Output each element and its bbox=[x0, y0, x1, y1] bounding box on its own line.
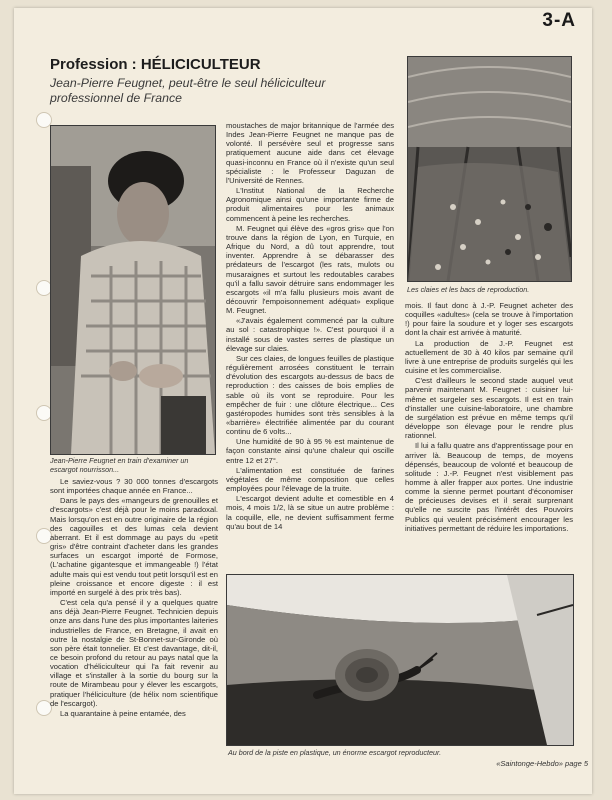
article-column-1 bbox=[50, 477, 218, 719]
portrait-caption: Jean-Pierre Feugnet en train d'examiner un escargot nourrisson... bbox=[50, 456, 189, 474]
article-column-2 bbox=[226, 121, 394, 532]
paragraph: Le saviez-vous ? 30 000 tonnes d'escargots sont importées chaque année en France... bbox=[50, 477, 218, 496]
article-subhead: Jean-Pierre Feugnet, peut-être le seul héliciculteur professionnel de France bbox=[50, 76, 326, 105]
paragraph: L'alimentation est constituée de farines végétales de même composition que celles employées pour l'élevage de la truite. bbox=[226, 465, 394, 494]
article-column-3 bbox=[405, 301, 573, 534]
paragraph: La production de J.-P. Feugnet est actuellement de 30 à 40 kilos par semaine qu'il livre à une entreprise de produits surgelés qui les cuisine et les commercialise. bbox=[405, 338, 573, 376]
snail-photo bbox=[226, 574, 574, 746]
paragraph: Sur ces claies, de longues feuilles de plastique régulièrement arrosées constituent le terrain d'évolution des escargots au-dessus de bacs de reproduction : des caisses de bois emplies de sable où ils vont se reproduire. Pour les empêcher de fuir : une clôture électrique... Ces gastéropodes humides sont très sensibles à la «barrière» électrifiée alimentée par du courant continu de 6 volts... bbox=[226, 353, 394, 437]
paragraph: C'est cela qu'a pensé il y a quelques quatre ans déjà Jean-Pierre Feugnet. Technicien depuis onze ans dans l'une des plus importantes laiteries industrielles de France, en Bretagne, il avait en outre la nostalgie de St-Bonnet-sur-Gironde où son père était tonnelier. Et c'est davantage, dit-il, ce besoin profond du retour au pays natal que la vocation d'héliciculteur qui l'a fait revenir au village et s'installer à la sortie du bourg sur la route de Mirambeau pour y élever les escargots, pratiquer l'héliciculture (de hélix nom scientifique de l'escargot). bbox=[50, 598, 218, 708]
trays-photo-image bbox=[408, 57, 571, 281]
trays-photo bbox=[407, 56, 572, 282]
snail-caption: Au bord de la piste en plastique, un énorme escargot reproducteur. bbox=[228, 748, 442, 757]
article-headline: Profession : HÉLICICULTEUR bbox=[50, 56, 261, 73]
paragraph: L'escargot devient adulte et comestible en 4 mois, 4 mois 1/2, là se situe un autre problème : la coquille, elle, ne devient suffisamment ferme qu'au bout de 14 bbox=[226, 494, 394, 531]
paragraph: La quarantaine à peine entamée, des bbox=[60, 708, 186, 718]
paragraph: «J'avais également commencé par la culture au sol : catastrophique !». C'est pourquoi il a installé sous de vastes serres de plastique un élevage sur claies. bbox=[226, 316, 394, 353]
paragraph: M. Feugnet qui élève des «gros gris» que l'on trouve dans la région de Lyon, en Turquie, en Afrique du Nord, a dû tout apprendre, tout inventer. Apprendre à se débarasser des prédateurs de l'escargot (les rats, mulots ou musaraignes et surtout les redoutables carabes qu'il a fallu savoir détruire sans endommager les escargots «il m'a fallu plusieurs mois avant de découvrir l'empoisonnement adéquat» explique M. Feugnet. bbox=[226, 223, 394, 316]
paragraph: Dans le pays des «mangeurs de grenouilles et d'escargots» c'est déjà pour le moins paradoxal. Mais lorsqu'on est en outre originaire de la région des cagouilles et des lumas cela devient aberrant. Et il est dommage au pays du «petit gris» d'être contraint d'acheter dans les grandes surfaces un escargot importé de Formose, (L'achatine gigantesque et immangeable !) l'état adulte mais qui est vendu tout petit lorsqu'il est en pleine croissance et encore digeste : il est importé en surgelé à des prix très bas). bbox=[50, 496, 218, 597]
trays-caption: Les claies et les bacs de reproduction. bbox=[407, 285, 530, 294]
snail-photo-image bbox=[227, 575, 573, 745]
portrait-photo-image bbox=[51, 126, 215, 454]
page-tag: 3-A bbox=[542, 10, 576, 31]
paragraph: Une humidité de 90 à 95 % est maintenue de façon constante ainsi qu'une chaleur qui oscille entre 12 et 27°. bbox=[226, 437, 394, 465]
paragraph: moustaches de major britannique de l'armée des Indes Jean-Pierre Feugnet ne manque pas de volonté. Il persévère seul et progresse sans pratiquement aucune aide dans cet élevage quasi-inconnu en France où il n'existe qu'un seul spécialiste : le Professeur Daguzan de l'Université de Rennes. bbox=[226, 121, 394, 185]
paragraph: L'Institut National de la Recherche Agronomique ainsi qu'une importante firme de produit alimentaires pour les animaux commencent à peine les recherches. bbox=[226, 186, 394, 223]
portrait-photo bbox=[50, 125, 216, 455]
page-footer: «Saintonge-Hebdo» page 5 bbox=[496, 759, 588, 768]
paragraph: Il lui a fallu quatre ans d'apprentissage pour en arriver là. Beaucoup de temps, de moyens dépensés, beaucoup de volonté et beaucoup de solitude : J.-P. Feugnet n'est visiblement pas homme à aller frapper aux portes. Une industrie comme la sienne permet pourtant d'économiser de précieuses devises et il serait surprenant qu'elle ne suscite pas l'intérêt des Pouvoirs Publics qui veulent précisément encourager les initiatives permettant de réduire les importations. bbox=[405, 441, 573, 533]
paragraph: C'est d'ailleurs le second stade auquel veut parvenir maintenant M. Feugnet : cuisiner lui-même et surgeler ses escargots. Il est en train d'installer une cuisine-laboratoire, une chambre de surgélation est prévue en même temps qu'il développe son élevage pour le rendre plus rationnel. bbox=[405, 376, 573, 441]
paragraph: mois. Il faut donc à J.-P. Feugnet acheter des coquilles «adultes» (cela se trouve à l'importation !) pour faire la soudure et y loger ses escargots dont la chair est arrivée à maturité. bbox=[405, 301, 573, 338]
